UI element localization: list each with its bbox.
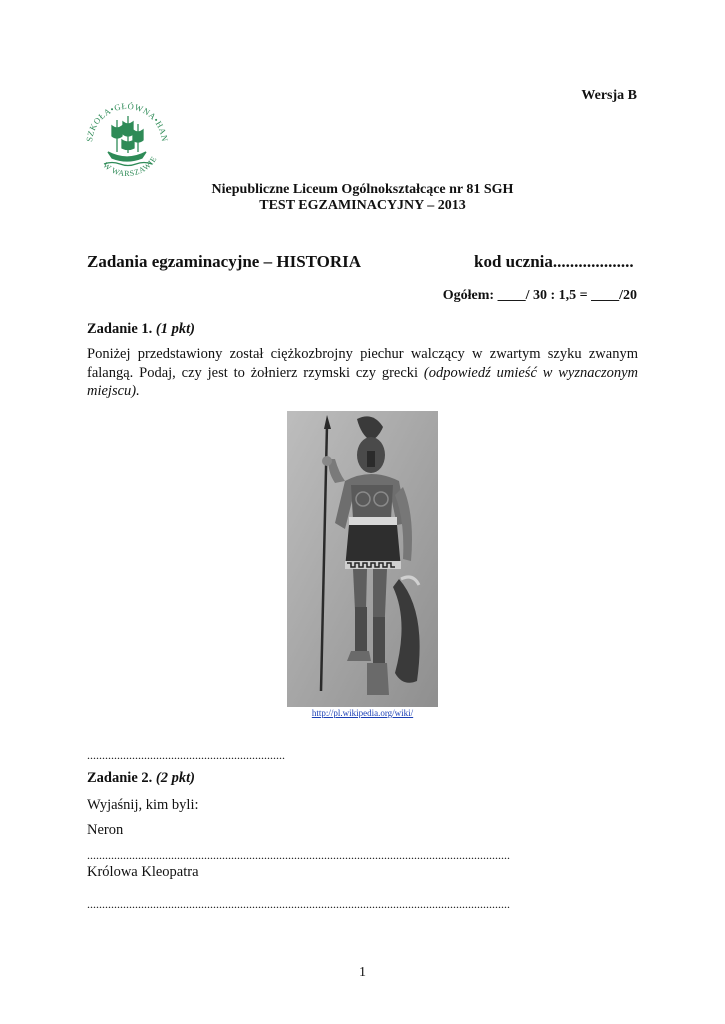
task1-points: (1 pkt) — [155, 321, 195, 337]
task2-prompt: Wyjaśnij, kim byli: — [87, 797, 199, 813]
score-line: Ogółem: ____/ 30 : 1,5 = ____/20 — [442, 288, 637, 303]
task1-text — [87, 345, 638, 401]
task1-title — [87, 321, 195, 338]
page-number: 1 — [359, 965, 366, 980]
hoplite-image — [287, 411, 438, 707]
task2-neron-answer-line[interactable]: ............................................................................................................................................. — [87, 848, 510, 862]
version-label: Wersja B — [581, 88, 637, 103]
ship-icon — [82, 96, 172, 186]
section-title: Zadania egzaminacyjne – HISTORIA — [87, 252, 362, 271]
svg-text:SZKOŁA•GŁÓWNA•HANDLOWA: SZKOŁA•GŁÓWNA•HAN — [84, 100, 171, 143]
task2-item-neron: Neron — [87, 822, 124, 838]
exam-title: TEST EGZAMINACYJNY – 2013 — [259, 198, 466, 213]
task1-question: Poniżej przedstawiony został ciężkozbrojny piechur walczący w zwartym szyku zwanym falangą. Podaj, czy jest to żołnierz rzymski czy grecki — [87, 346, 638, 381]
task1-instruction: (odpowiedź umieść w wyznaczonym miejscu). — [87, 364, 638, 399]
school-name: Niepubliczne Liceum Ogólnokształcące nr 81 SGH — [211, 182, 514, 197]
task2-points: (2 pkt) — [155, 770, 195, 786]
svg-text:W WARSZAWIE: W WARSZAWIE — [101, 154, 159, 179]
task1-label: Zadanie 1. — [87, 321, 153, 337]
student-code-field[interactable]: kod ucznia................... — [474, 252, 634, 271]
task2-title — [87, 770, 195, 787]
task2-kleopatra-answer-line[interactable]: ............................................................................................................................................. — [87, 897, 510, 911]
image-credit-link[interactable]: http://pl.wikipedia.org/wiki/ — [311, 708, 414, 718]
task2-item-kleopatra: Królowa Kleopatra — [87, 864, 199, 880]
task2-label: Zadanie 2. — [87, 770, 153, 786]
task1-answer-line[interactable]: .................................................................. — [87, 748, 285, 762]
school-logo — [82, 96, 172, 186]
